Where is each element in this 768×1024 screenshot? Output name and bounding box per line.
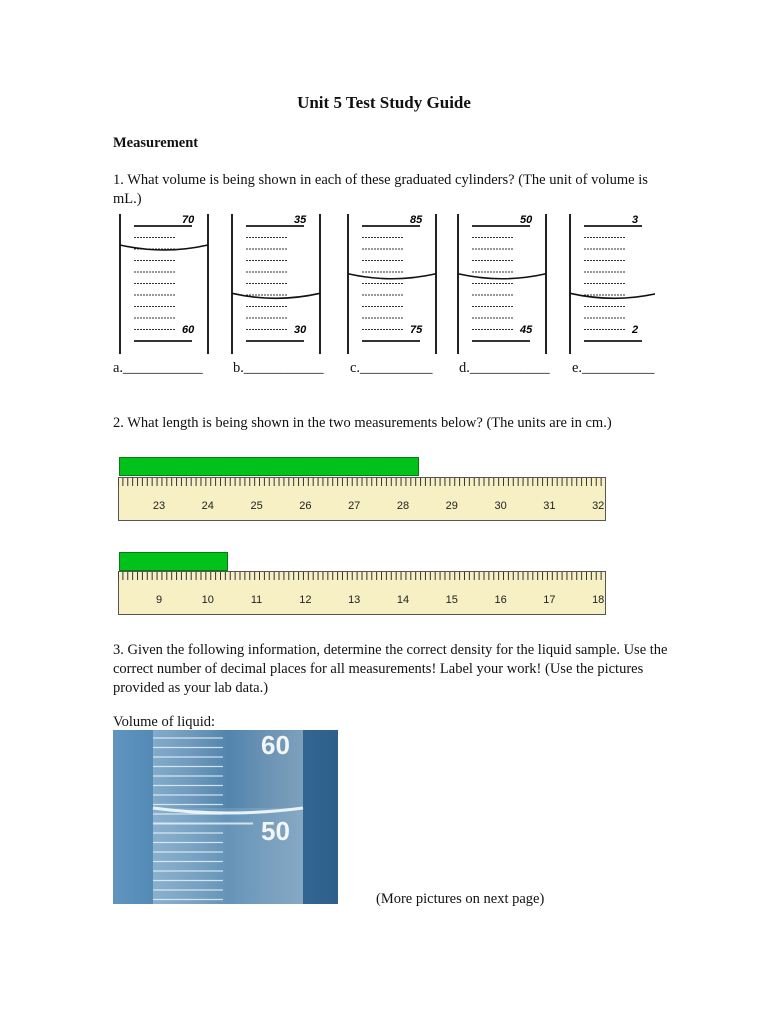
question-1: 1. What volume is being shown in each of these graduated cylinders? (The unit of volume is mL.) [113, 172, 648, 207]
graduated-cylinder [120, 214, 208, 354]
next-page-note: (More pictures on next page) [376, 891, 545, 907]
answer-blank-e[interactable]: e.__________ [572, 360, 655, 376]
ruler-tick-label: 24 [201, 500, 214, 512]
ruler-tick-label: 16 [494, 594, 507, 606]
cylinder-top-label: 50 [520, 214, 533, 226]
graduated-cylinder [232, 214, 320, 354]
cylinder-row [110, 208, 655, 360]
cylinder-bottom-label: 45 [520, 324, 533, 336]
meniscus [458, 274, 546, 279]
ruler-tick-label: 12 [299, 594, 312, 606]
answer-blank-c[interactable]: c.__________ [350, 360, 433, 376]
photo-label-60: 60 [261, 730, 290, 760]
ruler-tick-label: 18 [592, 594, 605, 606]
measured-bar-1 [119, 457, 419, 476]
meniscus [570, 293, 655, 298]
cylinder-bottom-label: 30 [294, 324, 307, 336]
ruler-tick-label: 23 [152, 500, 166, 512]
cylinder-bottom-label: 75 [410, 324, 423, 336]
ruler-tick-label: 14 [396, 594, 410, 606]
graduated-cylinder [348, 214, 436, 354]
graduated-cylinder [458, 214, 546, 354]
answer-blank-b[interactable]: b.___________ [233, 360, 324, 376]
answer-blank-d[interactable]: d.___________ [459, 360, 550, 376]
ruler-tick-label: 29 [445, 500, 458, 512]
ruler-tick-label: 26 [299, 500, 312, 512]
volume-label: Volume of liquid: [113, 714, 216, 730]
cylinder-top-label: 3 [632, 214, 639, 226]
photo-label-50: 50 [261, 816, 290, 846]
meniscus [120, 245, 208, 250]
ruler-tick-label: 11 [250, 594, 263, 606]
ruler-2 [118, 571, 606, 615]
question-3: 3. Given the following information, determine the correct density for the liquid sample. Use the correct number of decimal places for all measurements! Label your work! (Use the pictures provided as your lab data.) [113, 642, 668, 696]
ruler-tick-label: 15 [445, 594, 458, 606]
cylinder-top-label: 85 [410, 214, 423, 226]
meniscus [232, 293, 320, 298]
cylinder-bottom-label: 60 [182, 324, 195, 336]
ruler-tick-label: 27 [348, 500, 361, 512]
section-heading: Measurement [113, 135, 199, 151]
ruler-tick-label: 17 [543, 594, 556, 606]
ruler-1 [118, 477, 606, 521]
ruler-tick-label: 10 [201, 594, 214, 606]
page-title: Unit 5 Test Study Guide [297, 93, 471, 112]
question-2: 2. What length is being shown in the two measurements below? (The units are in cm.) [113, 415, 612, 431]
answer-blank-a[interactable]: a.___________ [113, 360, 203, 376]
ruler-tick-label: 31 [543, 500, 556, 512]
cylinder-top-label: 35 [294, 214, 307, 226]
ruler-tick-label: 25 [250, 500, 263, 512]
cylinder-top-label: 70 [182, 214, 195, 226]
cylinder-bottom-label: 2 [632, 324, 639, 336]
ruler-tick-label: 13 [348, 594, 361, 606]
cylinder-photo [113, 730, 338, 904]
ruler-tick-label: 32 [592, 500, 605, 512]
meniscus [348, 274, 436, 279]
measured-bar-2 [119, 552, 228, 571]
ruler-tick-label: 28 [396, 500, 410, 512]
graduated-cylinder [570, 214, 655, 354]
ruler-tick-label: 9 [155, 594, 163, 606]
ruler-tick-label: 30 [494, 500, 507, 512]
